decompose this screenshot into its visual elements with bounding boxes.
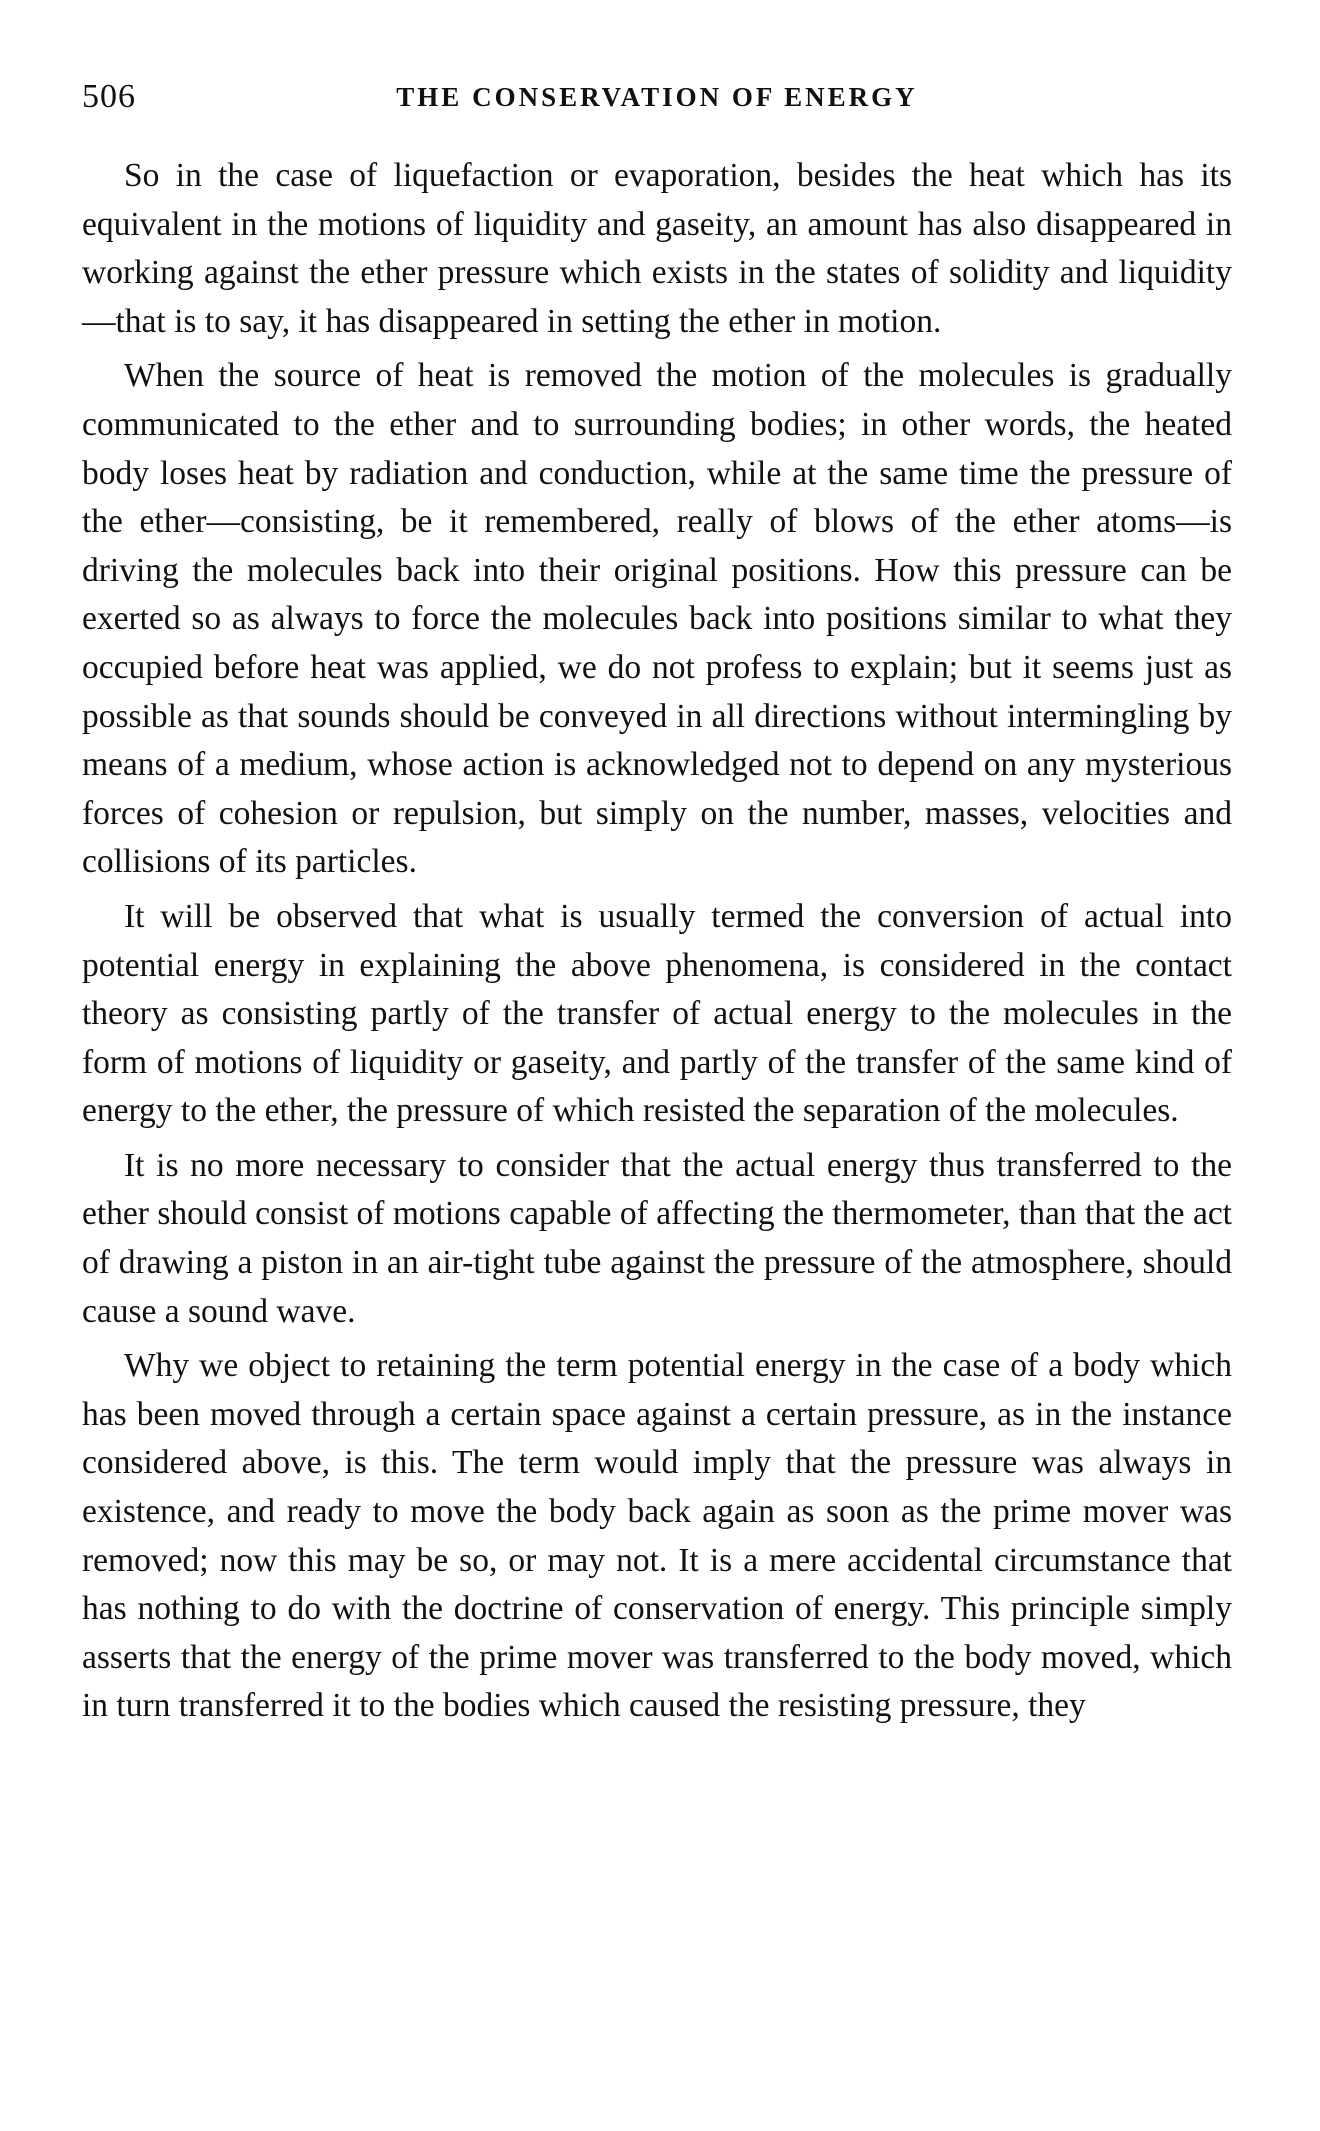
running-title: THE CONSERVATION OF ENERGY	[396, 82, 918, 112]
paragraph-conversion: It will be observed that what is usually termed the conversion of actual into potential energy in explaining the above phenomena, is considered in the contact theory as consisting partly of the transfer of actual energy to the molecules in the form of motions of liquidity or gaseity, and partly of the transfer of the same kind of energy to the ether, the pressure of which resisted the separation of the molecules.	[82, 897, 1232, 1130]
book-page	[82, 70, 1232, 1737]
paragraph-potential-energy: Why we object to retaining the term potential energy in the case of a body which has been moved through a certain space against a certain pressure, as in the instance considered above, is this. The term would imply that the pressure was always in existence, and ready to move the body back again as soon as the prime mover was removed; now this may be so, or may not. It is a mere accidental circumstance that has nothing to do with the doctrine of conservation of energy. This principle simply asserts that the energy of the prime mover was transferred to the body moved, which in turn transferred it to the bodies which caused the resisting pressure, they	[82, 1347, 1232, 1725]
paragraph-ether-transfer: It is no more necessary to consider that the actual energy thus transferred to the ether should consist of motions capable of affecting the thermometer, than that the act of drawing a piston in an air-tight tube against the pressure of the atmosphere, should cause a sound wave.	[82, 1146, 1232, 1330]
paragraph-heat-removed: When the source of heat is removed the motion of the molecules is gradually communicated to the ether and to surrounding bodies; in other words, the heated body loses heat by radiation and conduction, while at the same time the pressure of the ether—consisting, be it remembered, really of blows of the ether atoms—is driving the molecules back into their original positions. How this pressure can be exerted so as always to force the molecules back into positions similar to what they occupied before heat was applied, we do not profess to explain; but it seems just as possible as that sounds should be conveyed in all directions without intermingling by means of a medium, whose action is acknowledged not to depend on any mysterious forces of cohesion or repulsion, but simply on the number, masses, velocities and collisions of its particles.	[82, 357, 1232, 881]
running-head	[82, 70, 1232, 130]
body-text	[82, 152, 1232, 1731]
paragraph-liquefaction: So in the case of liquefaction or evaporation, besides the heat which has its equivalent in the motions of liquidity and gaseity, an amount has also disappeared in working against the ether pressure which exists in the states of solidity and liquidity—that is to say, it has disappeared in setting the ether in motion.	[82, 157, 1232, 340]
page-number: 506	[82, 78, 136, 115]
